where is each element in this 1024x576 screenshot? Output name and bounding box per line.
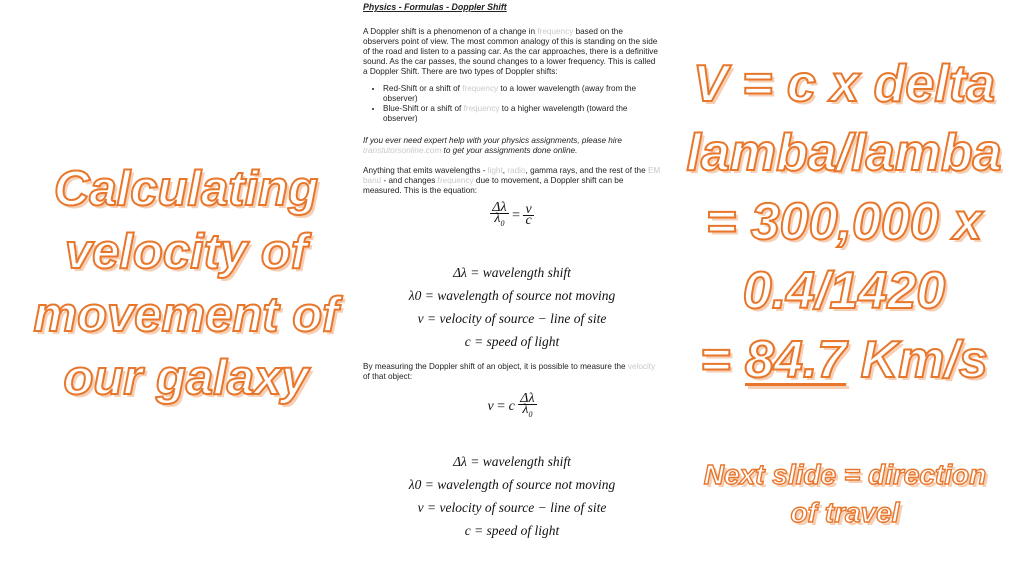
list-item: • Red-Shift or a shift of frequency to a lower wavelength (away from the observer): [383, 84, 661, 104]
doppler-ratio-formula: $\frac{\Delta\lambda}{\lambda_0}$ = $\frac{v}{c}$: [492, 200, 532, 229]
definitions-block-1: [363, 261, 661, 353]
frequency-link[interactable]: frequency: [537, 27, 574, 36]
slide-title: Calculating velocity of movement of our galaxy: [33, 162, 339, 405]
calc-result-prefix: =: [700, 331, 745, 389]
calc-result-value: 84.7: [745, 331, 847, 389]
next-slide-note: Next slide = direction of travel: [703, 459, 987, 528]
em-band-link[interactable]: EM band: [363, 166, 661, 185]
definition-line: c = speed of light: [464, 522, 560, 538]
velocity-calculation: [672, 50, 1016, 395]
document-title: Physics - Formulas - Doppler Shift: [363, 2, 507, 12]
doppler-document: [357, 0, 668, 576]
definition-line: Δλ = wavelength shift: [453, 264, 571, 280]
definition-line: λ0 = wavelength of source not moving: [408, 287, 616, 303]
definitions-block-2: [363, 450, 661, 542]
calc-result-unit: Km/s: [846, 331, 988, 389]
frequency-link[interactable]: frequency: [437, 176, 474, 185]
velocity-link[interactable]: velocity: [627, 361, 656, 371]
light-link[interactable]: light: [487, 166, 503, 175]
definition-line: v = velocity of source − line of site: [417, 310, 607, 326]
frequency-link[interactable]: frequency: [462, 84, 499, 93]
measuring-paragraph: By measuring the Doppler shift of an object, it is possible to measure the velocity of that object:: [363, 361, 656, 381]
radio-link[interactable]: radio: [507, 166, 526, 175]
velocity-formula: v = c $\frac{\Delta\lambda}{\lambda_0}$: [487, 390, 535, 419]
emits-paragraph: Anything that emits wavelengths - light, radio, gamma rays, and the rest of the EM band - and changes frequency due to movement, a Doppler shift can be measured. This is the equation:: [363, 166, 661, 195]
intro-paragraph: A Doppler shift is a phenomenon of a change in frequency based on the observers point of view. The most common analogy of this is standing on the side of the road and listen to a passing car. As the car approaches, there is a definitive sound. As the car passes, the sound changes to a lower frequency. This is called a Doppler Shift. There are two types of Doppler shifts:: [363, 27, 658, 76]
definition-line: λ0 = wavelength of source not moving: [408, 476, 616, 492]
doppler-shift-types: [363, 84, 661, 124]
definition-line: v = velocity of source − line of site: [417, 499, 607, 515]
frequency-link[interactable]: frequency: [463, 104, 500, 113]
help-link[interactable]: transtutorsonline.com: [363, 146, 442, 155]
calc-line-5: [672, 326, 1016, 395]
calc-line-1: V = c x delta: [692, 55, 996, 113]
calc-line-4: 0.4/1420: [742, 262, 946, 320]
list-item: • Blue-Shift or a shift of frequency to a higher wavelength (toward the observer): [383, 104, 661, 124]
calc-line-3: = 300,000 x: [705, 193, 983, 251]
definition-line: Δλ = wavelength shift: [453, 453, 571, 469]
definition-line: c = speed of light: [464, 333, 560, 349]
help-paragraph: If you ever need expert help with your physics assignments, please hire transtutorsonline.com to get your assignments done online.: [363, 136, 622, 155]
calc-line-2: lamba/lamba: [686, 124, 1002, 182]
